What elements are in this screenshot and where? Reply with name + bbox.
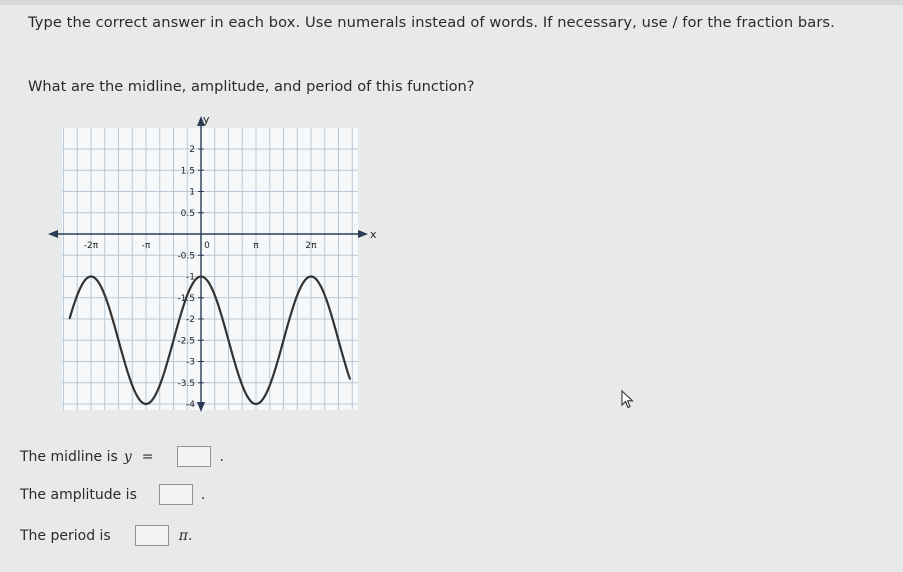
mouse-pointer-icon	[621, 390, 635, 414]
y-tick-label: -4	[186, 400, 195, 410]
y-tick-label: -2.5	[177, 336, 195, 347]
midline-label: The midline is	[20, 448, 118, 465]
period-row	[20, 525, 192, 546]
y-tick-label: -3	[186, 357, 195, 368]
amplitude-label: The amplitude is	[20, 486, 137, 503]
midline-period-mark: .	[219, 448, 224, 465]
x-axis-left-arrow	[48, 230, 58, 238]
x-axis-right-arrow	[358, 230, 368, 238]
period-label: The period is	[20, 527, 111, 544]
x-tick-label: -2π	[83, 241, 99, 251]
y-tick-label: 1	[189, 187, 195, 198]
y-tick-label: 2	[189, 145, 195, 155]
x-tick-label: -π	[141, 241, 151, 251]
x-tick-label: π	[253, 241, 259, 251]
amplitude-period-mark: .	[200, 486, 206, 503]
y-tick-label: -1	[186, 272, 195, 283]
midline-row	[20, 446, 224, 467]
period-input[interactable]	[135, 525, 169, 546]
y-tick-label: -1.5	[177, 293, 195, 304]
y-tick-label: 1.5	[180, 166, 195, 177]
midline-variable: y	[123, 448, 132, 465]
midline-input[interactable]	[177, 446, 211, 467]
instructions-text: Type the correct answer in each box. Use numerals instead of words. If necessary, use / for the fraction bars.	[28, 14, 835, 31]
x-tick-label: 2π	[305, 241, 317, 251]
function-graph	[40, 112, 377, 414]
graph-svg	[40, 112, 377, 414]
y-tick-label: 0.5	[180, 208, 195, 219]
x-axis-label: x	[370, 228, 377, 241]
amplitude-input[interactable]	[159, 484, 193, 505]
pi-symbol: π	[178, 527, 188, 544]
period-period-mark: .	[187, 527, 193, 544]
y-axis-label: y	[203, 113, 210, 126]
question-text: What are the midline, amplitude, and period of this function?	[28, 78, 475, 95]
y-tick-label: -2	[186, 315, 195, 325]
top-strip	[0, 0, 903, 5]
y-tick-label: -3.5	[177, 378, 195, 389]
y-tick-label: -0.5	[177, 251, 195, 262]
x-tick-label: 0	[204, 241, 210, 251]
amplitude-row	[20, 484, 205, 505]
midline-equals: =	[141, 448, 154, 465]
